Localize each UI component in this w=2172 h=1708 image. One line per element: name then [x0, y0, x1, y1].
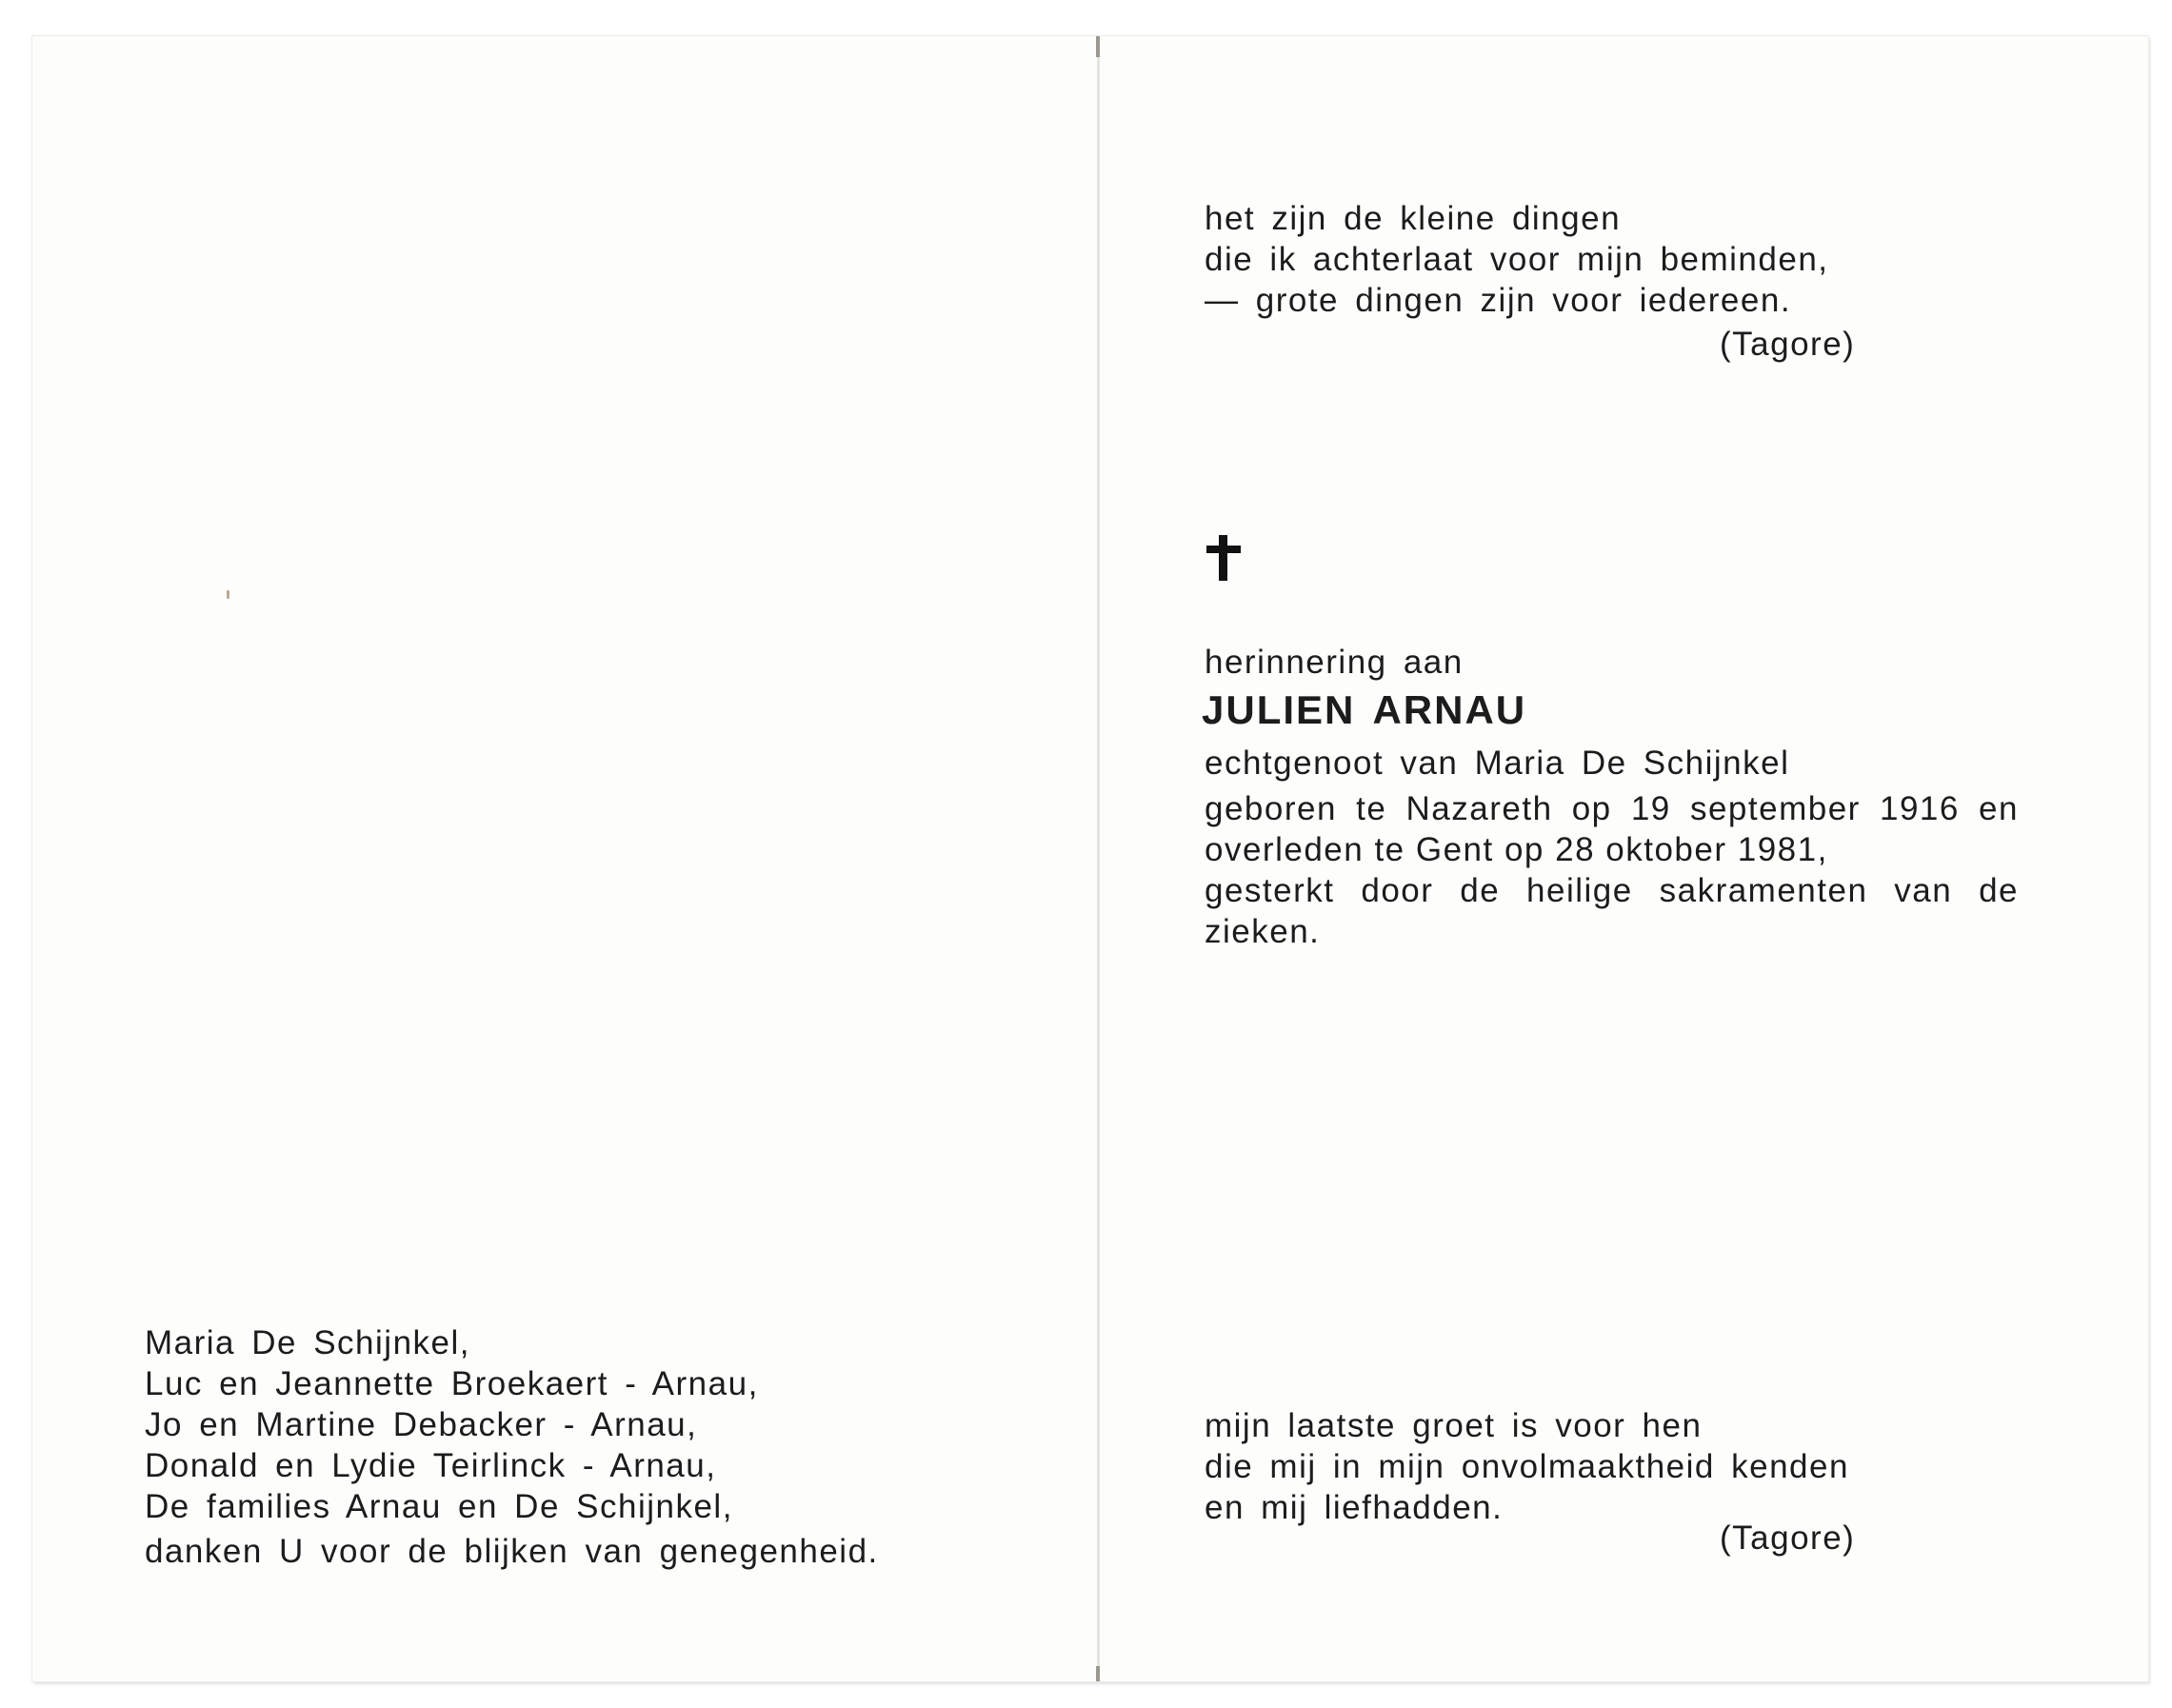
quote-line: mijn laatste groet is voor hen [1205, 1407, 1703, 1444]
quote-line: die ik achterlaat voor mijn beminden, [1205, 241, 1829, 278]
family-line: danken U voor de blijken van genegenheid. [145, 1533, 879, 1570]
quote-line: en mij liefhadden. [1205, 1489, 1504, 1526]
family-line: Maria De Schijnkel, [145, 1324, 470, 1361]
bio-line: zieken. [1205, 913, 1321, 950]
family-line: De families Arnau en De Schijnkel, [145, 1488, 733, 1525]
biography [1205, 788, 2019, 952]
paper-speck [227, 590, 229, 599]
family-line: Donald en Lydie Teirlinck - Arnau, [145, 1447, 717, 1484]
latin-cross-icon [1205, 533, 1243, 583]
family-line: Luc en Jeannette Broekaert - Arnau, [145, 1365, 759, 1402]
quote-bottom-attribution: (Tagore) [1720, 1519, 1856, 1557]
quote-top-attribution: (Tagore) [1720, 326, 1856, 363]
deceased-name: JULIEN ARNAU [1202, 687, 1527, 732]
fold-mark-bottom [1096, 1666, 1100, 1681]
family-thanks [145, 1322, 879, 1572]
family-line: Jo en Martine Debacker - Arnau, [145, 1406, 698, 1443]
quote-bottom [1205, 1405, 1849, 1528]
spouse-line: echtgenoot van Maria De Schijnkel [1205, 745, 1790, 782]
quote-line: — grote dingen zijn voor iedereen. [1205, 282, 1792, 319]
quote-line: die mij in mijn onvolmaaktheid kenden [1205, 1448, 1849, 1485]
quote-line: het zijn de kleine dingen [1205, 200, 1622, 237]
remembrance-intro: herinnering aan [1205, 644, 1464, 681]
bio-line: geboren te Nazareth op 19 september 1916 en [1205, 790, 2019, 827]
card-fold-line [1097, 36, 1100, 1681]
bio-line: overleden te Gent op 28 oktober 1981, [1205, 831, 1828, 868]
bio-line: gesterkt door de heilige sakramenten van de [1205, 872, 2019, 909]
quote-top [1205, 198, 1829, 321]
fold-mark-top [1096, 36, 1100, 57]
